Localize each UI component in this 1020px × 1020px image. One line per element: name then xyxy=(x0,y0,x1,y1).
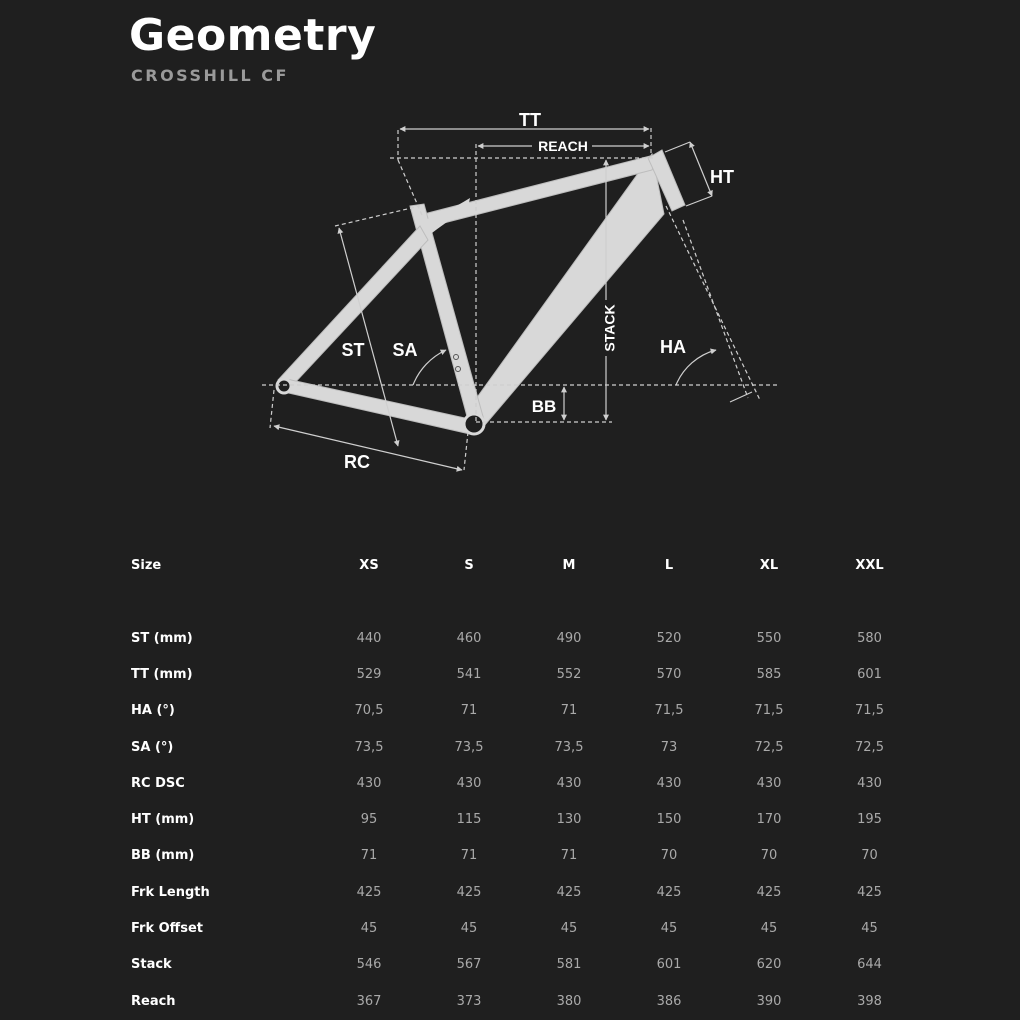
table-row xyxy=(120,874,920,910)
table-cell: 45 xyxy=(861,921,878,937)
table-cell: 425 xyxy=(356,884,382,900)
table-row xyxy=(120,801,920,837)
row-label: Stack xyxy=(131,957,172,973)
table-header-row xyxy=(120,546,920,584)
table-cell: 581 xyxy=(556,957,582,973)
table-cell: 73,5 xyxy=(554,739,584,755)
table-cell: 567 xyxy=(456,957,482,973)
row-label: BB (mm) xyxy=(131,848,195,864)
label-ht: HT xyxy=(710,167,734,187)
table-cell: 71,5 xyxy=(754,703,784,719)
table-cell: 71,5 xyxy=(654,703,684,719)
size-column-header: M xyxy=(562,557,576,573)
table-cell: 490 xyxy=(556,630,582,646)
table-cell: 71 xyxy=(460,703,478,719)
table-cell: 430 xyxy=(756,775,782,791)
row-label: HA (°) xyxy=(131,703,175,719)
row-label: Reach xyxy=(131,993,176,1009)
table-cell: 71,5 xyxy=(855,703,884,719)
table-cell: 430 xyxy=(356,775,382,791)
table-cell: 390 xyxy=(756,993,782,1009)
table-cell: 71 xyxy=(560,703,578,719)
table-cell: 425 xyxy=(556,884,582,900)
table-cell: 170 xyxy=(756,812,782,828)
table-cell: 45 xyxy=(460,921,478,937)
table-cell: 546 xyxy=(356,957,382,973)
table-row xyxy=(120,729,920,765)
label-bb: BB xyxy=(531,397,557,416)
table-cell: 73 xyxy=(660,739,678,755)
bottom-bracket-icon xyxy=(464,414,484,434)
construction-lines xyxy=(262,128,780,470)
table-cell: 425 xyxy=(756,884,782,900)
label-ha: HA xyxy=(660,337,686,357)
table-cell: 425 xyxy=(857,884,882,900)
row-label: RC DSC xyxy=(131,775,185,791)
table-cell: 520 xyxy=(656,630,682,646)
seat-stay xyxy=(278,226,428,388)
table-row xyxy=(120,693,920,729)
table-cell: 430 xyxy=(857,775,882,791)
table-cell: 644 xyxy=(857,957,882,973)
table-cell: 580 xyxy=(857,630,882,646)
table-cell: 195 xyxy=(857,812,882,828)
table-cell: 71 xyxy=(560,848,578,864)
table-cell: 430 xyxy=(556,775,582,791)
table-cell: 71 xyxy=(460,848,478,864)
table-cell: 585 xyxy=(756,666,782,682)
table-cell: 440 xyxy=(356,630,382,646)
row-label: SA (°) xyxy=(131,739,174,755)
table-row xyxy=(120,765,920,801)
table-row xyxy=(120,838,920,874)
row-label: ST (mm) xyxy=(131,630,193,646)
table-cell: 70 xyxy=(861,848,878,864)
table-cell: 430 xyxy=(656,775,682,791)
table-cell: 45 xyxy=(360,921,378,937)
table-cell: 71 xyxy=(360,848,378,864)
size-column-header: L xyxy=(664,557,674,573)
table-cell: 620 xyxy=(756,957,782,973)
table-cell: 601 xyxy=(857,666,882,682)
table-cell: 73,5 xyxy=(454,739,484,755)
table-cell: 130 xyxy=(556,812,582,828)
page-title: Geometry xyxy=(129,10,377,61)
size-column-header: XS xyxy=(359,557,379,573)
table-cell: 373 xyxy=(456,993,482,1009)
table-cell: 529 xyxy=(356,666,382,682)
chain-stay xyxy=(282,378,474,434)
table-cell: 460 xyxy=(456,630,482,646)
table-cell: 601 xyxy=(656,957,682,973)
table-cell: 70 xyxy=(760,848,778,864)
row-label: Frk Offset xyxy=(131,921,203,937)
table-cell: 115 xyxy=(456,812,482,828)
table-cell: 550 xyxy=(756,630,782,646)
table-row xyxy=(120,656,920,692)
size-column-header: XL xyxy=(759,557,779,573)
table-cell: 45 xyxy=(560,921,578,937)
table-row xyxy=(120,910,920,946)
table-cell: 150 xyxy=(656,812,682,828)
geometry-table xyxy=(120,546,920,1019)
table-cell: 70,5 xyxy=(354,703,384,719)
dimension-lines xyxy=(274,129,752,470)
size-column-header: S xyxy=(464,557,474,573)
table-cell: 70 xyxy=(660,848,678,864)
label-st: ST xyxy=(341,340,365,360)
table-cell: 541 xyxy=(456,666,482,682)
table-cell: 73,5 xyxy=(354,739,384,755)
table-cell: 425 xyxy=(456,884,482,900)
label-stack: STACK xyxy=(601,304,618,352)
label-sa: SA xyxy=(392,340,418,360)
table-cell: 430 xyxy=(456,775,482,791)
table-row xyxy=(120,620,920,656)
table-cell: 380 xyxy=(556,993,582,1009)
table-cell: 367 xyxy=(356,993,382,1009)
table-cell: 570 xyxy=(656,666,682,682)
table-cell: 425 xyxy=(656,884,682,900)
table-cell: 72,5 xyxy=(754,739,784,755)
model-name: CROSSHILL CF xyxy=(131,66,289,85)
row-label: Frk Length xyxy=(131,884,210,900)
label-reach: REACH xyxy=(538,138,588,154)
table-cell: 95 xyxy=(360,812,378,828)
table-cell: 45 xyxy=(760,921,778,937)
geometry-diagram xyxy=(0,0,1020,500)
table-cell: 45 xyxy=(660,921,678,937)
table-row xyxy=(120,947,920,983)
bike-frame xyxy=(278,150,685,434)
table-cell: 398 xyxy=(857,993,882,1009)
label-rc: RC xyxy=(344,452,370,472)
table-cell: 386 xyxy=(656,993,682,1009)
size-header: Size xyxy=(131,557,162,573)
row-label: TT (mm) xyxy=(131,666,193,682)
size-column-header: XXL xyxy=(855,557,884,573)
label-tt: TT xyxy=(519,110,541,130)
rear-dropout-icon xyxy=(277,379,291,393)
row-label: HT (mm) xyxy=(131,812,195,828)
table-cell: 72,5 xyxy=(855,739,884,755)
table-row xyxy=(120,983,920,1019)
table-cell: 552 xyxy=(556,666,582,682)
